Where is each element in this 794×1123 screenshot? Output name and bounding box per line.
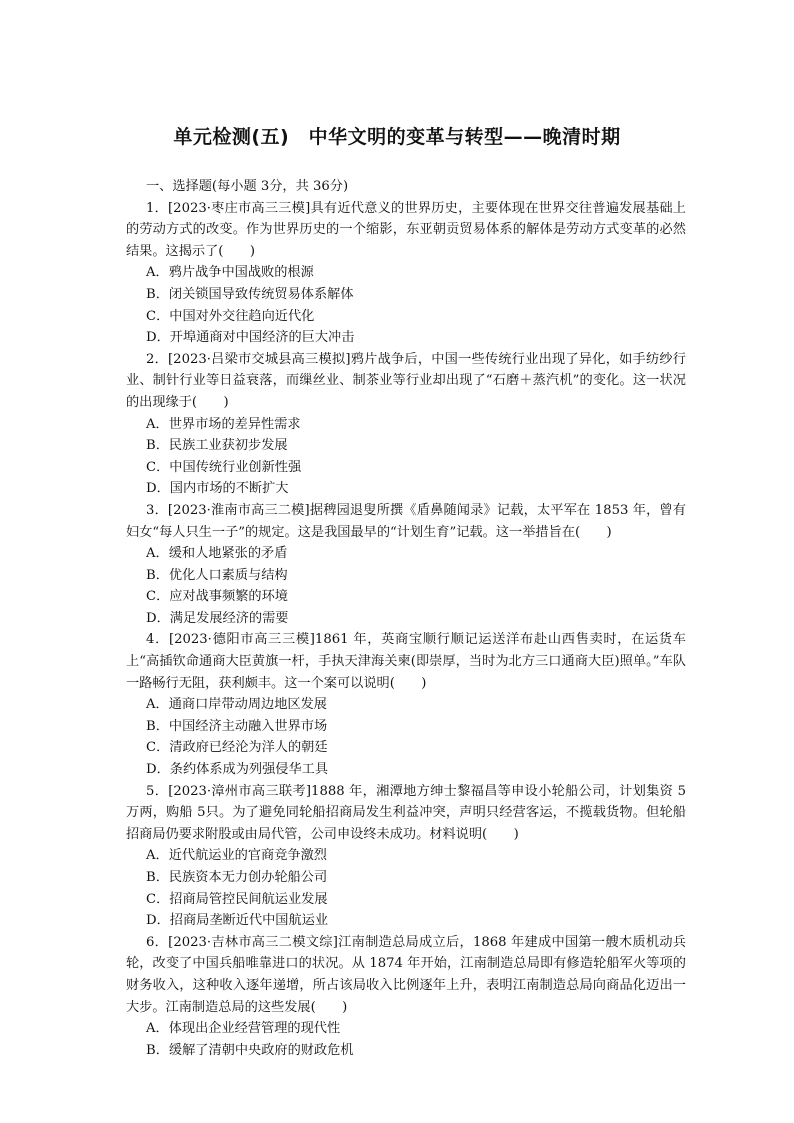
question-3-stem: 3．[2023·淮南市高三二模]据稗园退叟所撰《盾鼻随闻录》记载，太平军在 1853 年，曾有妇女“每人只生一子”的规定。这是我国最早的“计划生育”记载。这一举措旨在( ) — [126, 502, 686, 540]
question-5-option-c: C．招商局管控民间航运业发展 — [146, 891, 328, 907]
page-title: 单元检测(五) 中华文明的变革与转型——晚清时期 — [173, 126, 621, 148]
question-5-option-b: B．民族资本无力创办轮船公司 — [146, 870, 328, 885]
question-4-option-a: A．通商口岸带动周边地区发展 — [146, 697, 327, 713]
question-4-option-d: D．条约体系成为列强侵华工具 — [146, 762, 329, 778]
question-1-stem: 1．[2023·枣庄市高三三模]具有近代意义的世界历史，主要体现在世界交往普遍发展基础上的劳动方式的改变。作为世界历史的一个缩影，东亚朝贡贸易体系的解体是劳动方式变革的必然结果。这揭示了( ) — [126, 200, 686, 259]
question-1-option-d: D．开埠通商对中国经济的巨大冲击 — [146, 330, 355, 346]
question-2-option-a: A．世界市场的差异性需求 — [146, 416, 301, 432]
question-5-option-a: A．近代航运业的官商竞争激烈 — [146, 848, 327, 864]
question-2-option-d: D．国内市场的不断扩大 — [146, 481, 289, 497]
question-6-stem: 6．[2023·吉林市高三二模文综]江南制造总局成立后，1868 年建成中国第一艘木质机动兵轮，改变了中国兵船唯靠进口的状况。从 1874 年开始，江南制造总局即有修造轮船军火等项的财务收入，这种收入逐年递增，所占该局收入比例逐年上升，表明江南制造总局向商品化迈出一大步。江南制造总局的这些发展( ) — [126, 934, 686, 1015]
section-heading: 一、选择题(每小题 3分，共 36分) — [146, 179, 349, 194]
question-6-option-b: B．缓解了清朝中央政府的财政危机 — [146, 1042, 354, 1058]
question-4-option-b: B．中国经济主动融入世界市场 — [146, 718, 328, 734]
question-2-option-b: B．民族工业获初步发展 — [146, 438, 288, 454]
question-5-option-d: D．招商局垄断近代中国航运业 — [146, 913, 329, 929]
question-1-option-b: B．闭关锁国导致传统贸易体系解体 — [146, 286, 354, 302]
question-3-option-d: D．满足发展经济的需要 — [146, 610, 289, 626]
question-3-option-b: B．优化人口素质与结构 — [146, 567, 288, 583]
question-1-option-a: A．鸦片战争中国战败的根源 — [146, 265, 314, 281]
question-1-option-c: C．中国对外交往趋向近代化 — [146, 308, 315, 324]
question-3-option-c: C．应对战事频繁的环境 — [146, 589, 288, 605]
question-list — [126, 176, 686, 1061]
question-2-stem: 2．[2023·吕梁市交城县高三模拟]鸦片战争后，中国一些传统行业出现了异化，如手纺纱行业、制针行业等日益衰落，而缫丝业、制茶业等行业却出现了“石磨＋蒸汽机”的变化。这一状况的出现缘于( ) — [126, 351, 686, 410]
question-4-option-c: C．清政府已经沦为洋人的朝廷 — [146, 740, 328, 756]
question-2-option-c: C．中国传统行业创新性强 — [146, 459, 302, 475]
question-5-stem: 5．[2023·漳州市高三联考]1888 年，湘潭地方绅士黎福昌等申设小轮船公司，计划集资 5万两，购船 5只。为了避免同轮船招商局发生利益冲突，声明只经营客运，不揽载货物。但轮船招商局仍要求附股或由局代管，公司申设终未成功。材料说明( ) — [126, 783, 686, 842]
question-6-option-a: A．体现出企业经营管理的现代性 — [146, 1021, 341, 1037]
question-4-stem: 4．[2023·德阳市高三三模]1861 年，英商宝顺行顺记运送洋布赴山西售卖时，在运货车上“高插钦命通商大臣黄旗一杆，手执天津海关柬(即崇厚，当时为北方三口通商大臣)照单。”车队一路畅行无阻，获利颇丰。这一个案可以说明( ) — [126, 632, 686, 691]
question-3-option-a: A．缓和人地紧张的矛盾 — [146, 546, 288, 562]
